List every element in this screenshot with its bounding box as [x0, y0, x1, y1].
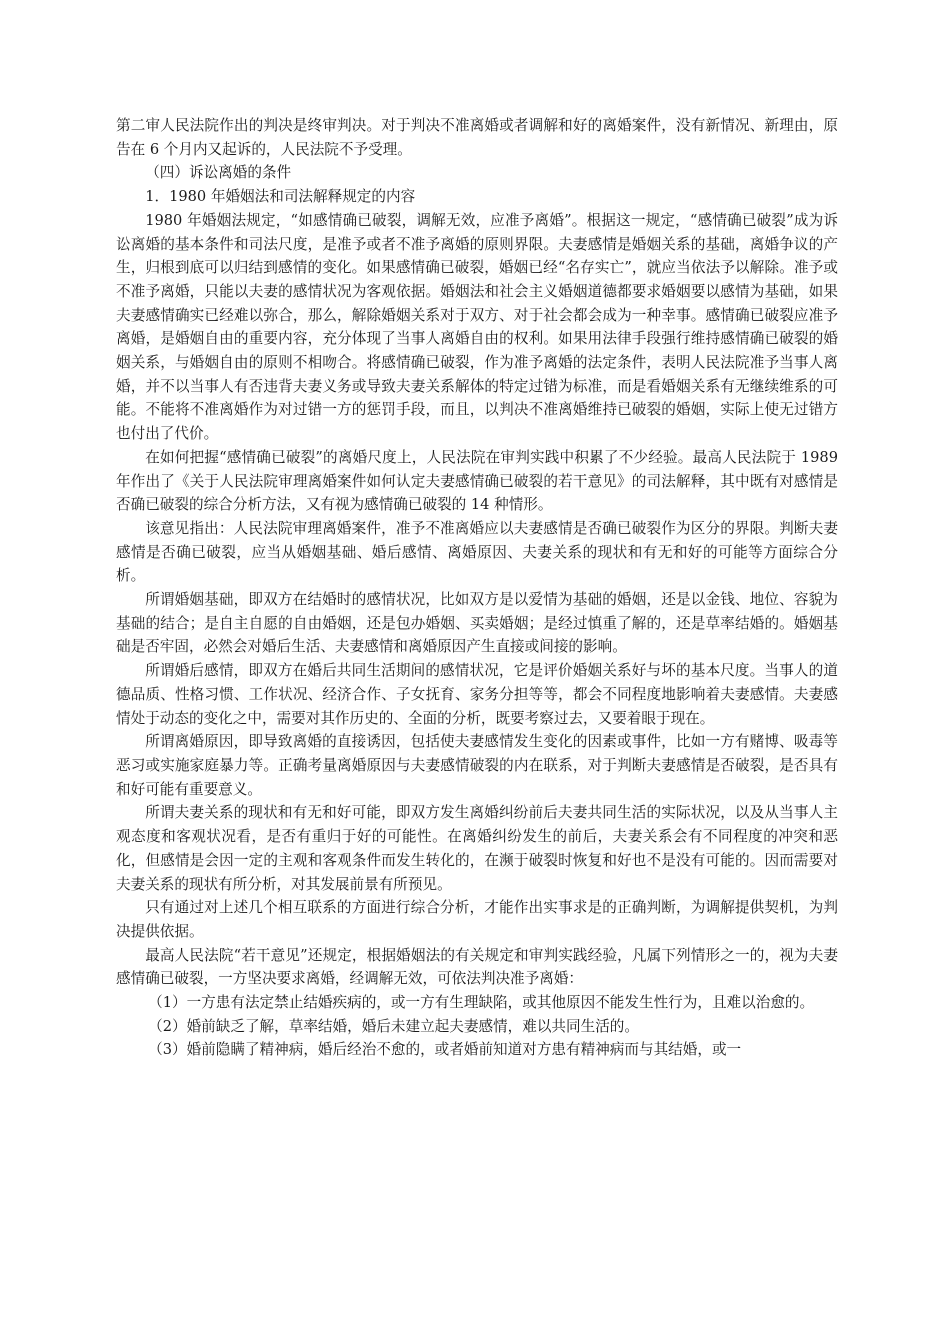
paragraph-body: 最高人民法院“若干意见”还规定，根据婚姻法的有关规定和审判实践经验，凡属下列情形之一的，视为夫妻感情确已破裂，一方坚决要求离婚，经调解无效，可依法判决准予离婚： — [116, 946, 838, 988]
list-item: （1）一方患有法定禁止结婚疾病的，或一方有生理缺陷，或其他原因不能发生性行为，且难以治愈的。 — [148, 994, 815, 1012]
paragraph-intro: 第二审人民法院作出的判决是终审判决。对于判决不准离婚或者调解和好的离婚案件，没有新情况、新理由，原告在 6 个月内又起诉的，人民法院不予受理。 — [116, 117, 838, 158]
paragraph-body: 所谓婚姻基础，即双方在结婚时的感情状况，比如双方是以爱情为基础的婚姻，还是以金钱、地位、容貌为基础的结合；是自主自愿的自由婚姻，还是包办婚姻、买卖婚姻；是经过慎重了解的，还是草率结婚的。婚姻基础是否牢固，必然会对婚后生活、夫妻感情和离婚原因产生直接或间接的影响。 — [116, 591, 838, 656]
list-item: （3）婚前隐瞒了精神病，婚后经治不愈的，或者婚前知道对方患有精神病而与其结婚，或一 — [148, 1041, 742, 1059]
paragraph-body: 1980 年婚姻法规定，“如感情确已破裂，调解无效，应准予离婚”。根据这一规定，“感情确已破裂”成为诉讼离婚的基本条件和司法尺度，是准予或者不准予离婚的原则界限。夫妻感情是婚姻关系的基础，离婚争议的产生，归根到底可以归结到感情的变化。如果感情确已破裂，婚姻已经“名存实亡”，就应当依法予以解除。准予或不准予离婚，只能以夫妻的感情状况为客观依据。婚姻法和社会主义婚姻道德都要求婚姻要以感情为基础，如果夫妻感情确实已经难以弥合，那么，解除婚姻关系对于双方、对于社会都会成为一种幸事。感情确已破裂应准予离婚，是婚姻自由的重要内容，充分体现了当事人离婚自由的权利。如果用法律手段强行维持感情确已破裂的婚姻关系，与婚姻自由的原则不相吻合。将感情确已破裂，作为准予离婚的法定条件，表明人民法院准予当事人离婚，并不以当事人有否违背夫妻义务或导致夫妻关系解体的特定过错为标准，而是看婚姻关系有无继续维系的可能。不能将不准离婚作为对过错一方的惩罚手段，而且，以判决不准离婚维持已破裂的婚姻，实际上使无过错方也付出了代价。 — [116, 211, 838, 443]
paragraph-body: 只有通过对上述几个相互联系的方面进行综合分析，才能作出实事求是的正确判断，为调解提供契机，为判决提供依据。 — [116, 899, 838, 940]
paragraph-body: 在如何把握“感情确已破裂”的离婚尺度上，人民法院在审判实践中积累了不少经验。最高人民法院于 1989 年作出了《关于人民法院审理离婚案件如何认定夫妻感情确已破裂的若干意见》的司法解释，其中既有对感情是否确已破裂的综合分析方法，又有视为感情确已破裂的 14 种情形。 — [116, 448, 838, 514]
paragraph-body: 该意见指出：人民法院审理离婚案件，准予不准离婚应以夫妻感情是否确已破裂作为区分的界限。判断夫妻感情是否确已破裂，应当从婚姻基础、婚后感情、离婚原因、夫妻关系的现状和有无和好的可能等方面综合分析。 — [116, 519, 838, 585]
paragraph-body: 所谓婚后感情，即双方在婚后共同生活期间的感情状况，它是评价婚姻关系好与坏的基本尺度。当事人的道德品质、性格习惯、工作状况、经济合作、子女抚育、家务分担等等，都会不同程度地影响着夫妻感情。夫妻感情处于动态的变化之中，需要对其作历史的、全面的分析，既要考察过去，又要着眼于现在。 — [116, 662, 838, 727]
paragraph-body: 所谓夫妻关系的现状和有无和好可能，即双方发生离婚纠纷前后夫妻共同生活的实际状况，以及从当事人主观态度和客观状况看，是否有重归于好的可能性。在离婚纠纷发生的前后，夫妻关系会有不同程度的冲突和恶化，但感情是会因一定的主观和客观条件而发生转化的，在濒于破裂时恢复和好也不是没有可能的。因而需要对夫妻关系的现状有所分析，对其发展前景有所预见。 — [116, 804, 838, 893]
list-item: （2）婚前缺乏了解，草率结婚，婚后未建立起夫妻感情，难以共同生活的。 — [148, 1017, 639, 1035]
paragraph-body: 所谓离婚原因，即导致离婚的直接诱因，包括使夫妻感情发生变化的因素或事件，比如一方有赌博、吸毒等恶习或实施家庭暴力等。正确考量离婚原因与夫妻感情破裂的内在联系，对于判断夫妻感情是否破裂，是否具有和好可能有重要意义。 — [116, 733, 838, 798]
document-page — [116, 114, 838, 1062]
subsection-heading: 1．1980 年婚姻法和司法解释规定的内容 — [145, 188, 416, 206]
section-heading: （四）诉讼离婚的条件 — [145, 164, 292, 182]
